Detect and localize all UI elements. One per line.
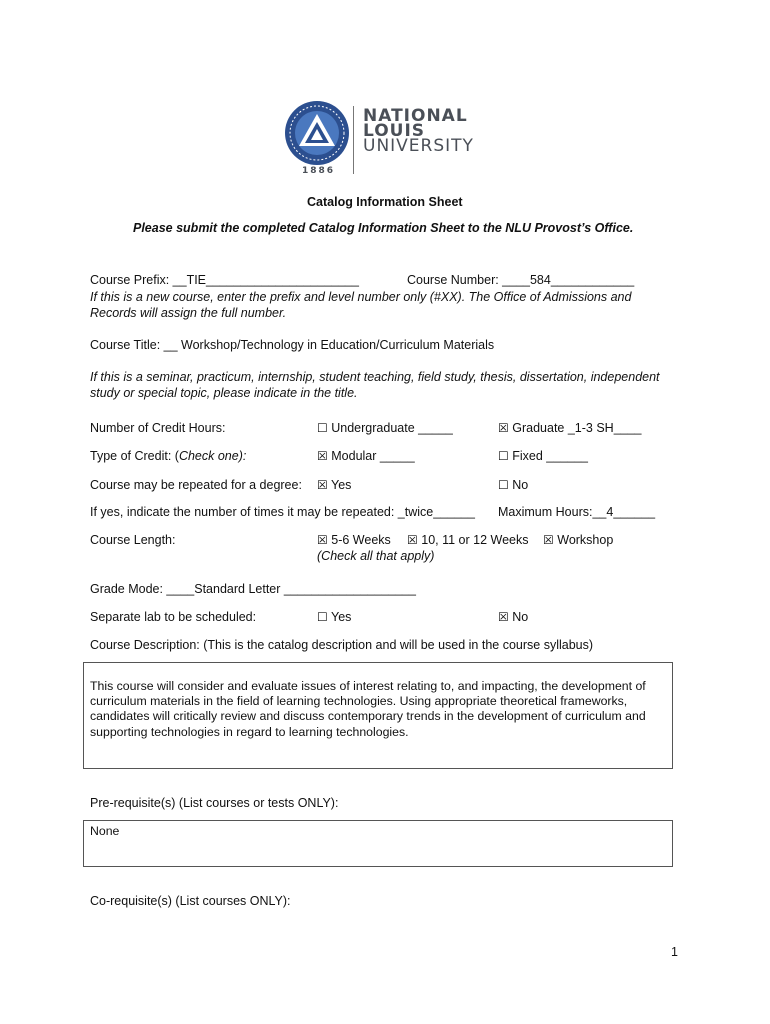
length-5-6-weeks-checkbox[interactable]: ☒ xyxy=(317,533,328,547)
fixed-checkbox[interactable]: ☐ xyxy=(498,449,509,463)
lab-no-checkbox[interactable]: ☒ xyxy=(498,610,509,624)
sheet-subtitle: Please submit the completed Catalog Information Sheet to the NLU Provost’s Office. xyxy=(133,221,634,235)
undergraduate-checkbox[interactable]: ☐ xyxy=(317,421,328,435)
course-number-field[interactable]: Course Number: ____584____________ xyxy=(407,273,635,287)
length-10-12-weeks-label: 10, 11 or 12 Weeks xyxy=(421,533,529,547)
university-seal-icon xyxy=(284,100,350,166)
length-workshop-label: Workshop xyxy=(557,533,614,547)
lab-no-label: No xyxy=(512,610,529,624)
modular-label: Modular _____ xyxy=(331,449,415,463)
course-title-field[interactable]: Course Title: __ Workshop/Technology in Education/Curriculum Materials xyxy=(90,338,495,352)
lab-yes-label: Yes xyxy=(331,610,352,624)
prerequisite-box[interactable] xyxy=(83,820,673,867)
corequisite-label: Co-requisite(s) (List courses ONLY): xyxy=(90,894,291,908)
graduate-checkbox[interactable]: ☒ xyxy=(498,421,509,435)
fixed-label: Fixed ______ xyxy=(512,449,589,463)
undergraduate-option[interactable] xyxy=(317,421,453,435)
course-description-text: This course will consider and evaluate issues of interest relating to, and impacting, the development of curriculum materials in the field of learning technologies. Using appropriate theoretical frameworks, candidates will critically review and discuss contemporary trends in the development of curriculum and supporting technologies in regard to learning technologies. xyxy=(90,679,646,739)
logo-line-national: NATIONAL xyxy=(363,106,468,126)
fixed-option[interactable] xyxy=(498,449,588,463)
prefix-note-line1: If this is a new course, enter the prefix and level number only (#XX). The Office of Admissions and xyxy=(90,290,632,304)
lab-yes-checkbox[interactable]: ☐ xyxy=(317,610,328,624)
length-10-12-weeks-option[interactable] xyxy=(407,533,529,547)
course-length-label: Course Length: xyxy=(90,533,176,547)
course-length-note: (Check all that apply) xyxy=(317,549,435,563)
lab-label: Separate lab to be scheduled: xyxy=(90,610,257,624)
repeat-times-field[interactable]: If yes, indicate the number of times it may be repeated: _twice______ xyxy=(90,505,475,519)
course-title-note-line1: If this is a seminar, practicum, internship, student teaching, field study, thesis, dissertation, independent xyxy=(90,370,660,384)
sheet-title: Catalog Information Sheet xyxy=(307,195,463,209)
graduate-option[interactable] xyxy=(498,421,642,435)
repeat-no-label: No xyxy=(512,478,529,492)
maximum-hours-field[interactable]: Maximum Hours:__4______ xyxy=(498,505,656,519)
graduate-label: Graduate _1-3 SH____ xyxy=(512,421,642,435)
credit-type-label xyxy=(90,449,246,463)
credit-type-label-text: Type of Credit: ( xyxy=(90,449,179,463)
repeat-no-checkbox[interactable]: ☐ xyxy=(498,478,509,492)
length-workshop-option[interactable] xyxy=(543,533,613,547)
lab-no-option[interactable] xyxy=(498,610,528,624)
prerequisite-label: Pre-requisite(s) (List courses or tests ONLY): xyxy=(90,796,339,810)
prefix-note-line2: Records will assign the full number. xyxy=(90,306,287,320)
length-5-6-weeks-label: 5-6 Weeks xyxy=(331,533,391,547)
undergraduate-label: Undergraduate _____ xyxy=(331,421,453,435)
page-number: 1 xyxy=(671,945,678,959)
grade-mode-field[interactable]: Grade Mode: ____Standard Letter ___________________ xyxy=(90,582,416,596)
logo-line-louis: LOUIS xyxy=(363,121,426,141)
length-5-6-weeks-option[interactable] xyxy=(317,533,391,547)
lab-yes-option[interactable] xyxy=(317,610,351,624)
repeat-yes-option[interactable] xyxy=(317,478,351,492)
repeat-no-option[interactable] xyxy=(498,478,528,492)
repeat-yes-checkbox[interactable]: ☒ xyxy=(317,478,328,492)
length-workshop-checkbox[interactable]: ☒ xyxy=(543,533,554,547)
logo-line-university: UNIVERSITY xyxy=(363,136,474,156)
credit-type-label-italic: Check one): xyxy=(178,449,247,463)
course-description-box[interactable] xyxy=(83,662,673,769)
prerequisite-text: None xyxy=(90,824,120,838)
logo-year: 1886 xyxy=(302,166,336,176)
credit-hours-label: Number of Credit Hours: xyxy=(90,421,226,435)
modular-option[interactable] xyxy=(317,449,415,463)
repeat-label: Course may be repeated for a degree: xyxy=(90,478,302,492)
logo-divider xyxy=(353,106,354,174)
course-prefix-field[interactable]: Course Prefix: __TIE______________________ xyxy=(90,273,359,287)
repeat-yes-label: Yes xyxy=(331,478,352,492)
modular-checkbox[interactable]: ☒ xyxy=(317,449,328,463)
length-10-12-weeks-checkbox[interactable]: ☒ xyxy=(407,533,418,547)
course-title-note-line2: study or special topic, please indicate in the title. xyxy=(90,386,358,400)
course-description-label: Course Description: (This is the catalog description and will be used in the course syllabus) xyxy=(90,638,594,652)
